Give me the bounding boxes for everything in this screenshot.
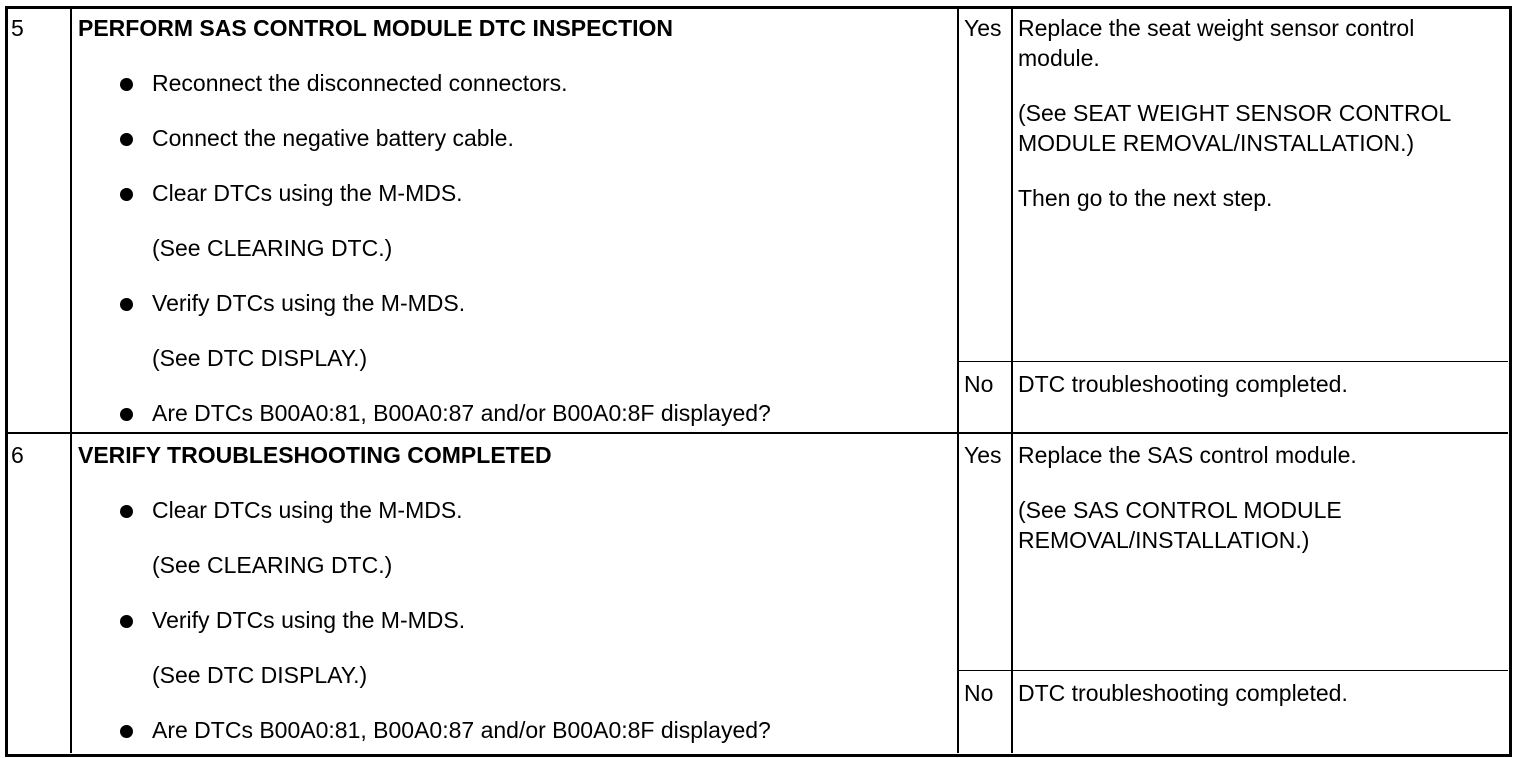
no-label: No — [964, 371, 994, 397]
yes-reference-link[interactable]: (See SAS CONTROL MODULE REMOVAL/INSTALLATION.) — [1018, 497, 1342, 553]
bullet-icon — [120, 133, 133, 146]
inspection-line: Connect the negative battery cable. — [152, 125, 514, 151]
bullet-icon — [120, 188, 133, 201]
no-action: DTC troubleshooting completed. — [1018, 680, 1348, 706]
yes-next-step: Then go to the next step. — [1018, 185, 1273, 211]
yes-action: Replace the SAS control module. — [1018, 442, 1357, 468]
reference-link[interactable]: (See DTC DISPLAY.) — [152, 345, 368, 371]
step-number: 6 — [11, 442, 24, 468]
inspection-line: Clear DTCs using the M-MDS. — [152, 180, 463, 206]
inspection-question: Are DTCs B00A0:81, B00A0:87 and/or B00A0:8F displayed? — [152, 717, 771, 743]
inspection-question: Are DTCs B00A0:81, B00A0:87 and/or B00A0:8F displayed? — [152, 400, 771, 426]
inspection-line: Reconnect the disconnected connectors. — [152, 70, 568, 96]
step-number: 5 — [11, 15, 24, 41]
column-divider-result — [957, 6, 959, 753]
bullet-icon — [120, 408, 133, 421]
yes-reference-link[interactable]: (See SEAT WEIGHT SENSOR CONTROL MODULE REMOVAL/INSTALLATION.) — [1018, 100, 1451, 156]
reference-link[interactable]: (See CLEARING DTC.) — [152, 552, 393, 578]
no-label: No — [964, 680, 994, 706]
column-divider-action — [1011, 6, 1013, 753]
bullet-icon — [120, 615, 133, 628]
bullet-icon — [120, 78, 133, 91]
inspection-line: Verify DTCs using the M-MDS. — [152, 607, 466, 633]
bullet-icon — [120, 298, 133, 311]
bullet-icon — [120, 725, 133, 738]
reference-link[interactable]: (See DTC DISPLAY.) — [152, 662, 368, 688]
row-divider-step5-yes-no — [957, 361, 1508, 362]
step-title: VERIFY TROUBLESHOOTING COMPLETED — [78, 442, 552, 468]
yes-action: Replace the seat weight sensor control module. — [1018, 15, 1415, 71]
yes-label: Yes — [964, 15, 1002, 41]
reference-link[interactable]: (See CLEARING DTC.) — [152, 235, 393, 261]
inspection-line: Verify DTCs using the M-MDS. — [152, 290, 466, 316]
bullet-icon — [120, 505, 133, 518]
no-action: DTC troubleshooting completed. — [1018, 371, 1348, 397]
row-divider-step6-yes-no — [957, 670, 1508, 671]
inspection-line: Clear DTCs using the M-MDS. — [152, 497, 463, 523]
row-divider-step-5-6 — [5, 432, 1508, 434]
yes-label: Yes — [964, 442, 1002, 468]
column-divider-step — [70, 6, 72, 753]
step-title: PERFORM SAS CONTROL MODULE DTC INSPECTION — [78, 15, 674, 41]
